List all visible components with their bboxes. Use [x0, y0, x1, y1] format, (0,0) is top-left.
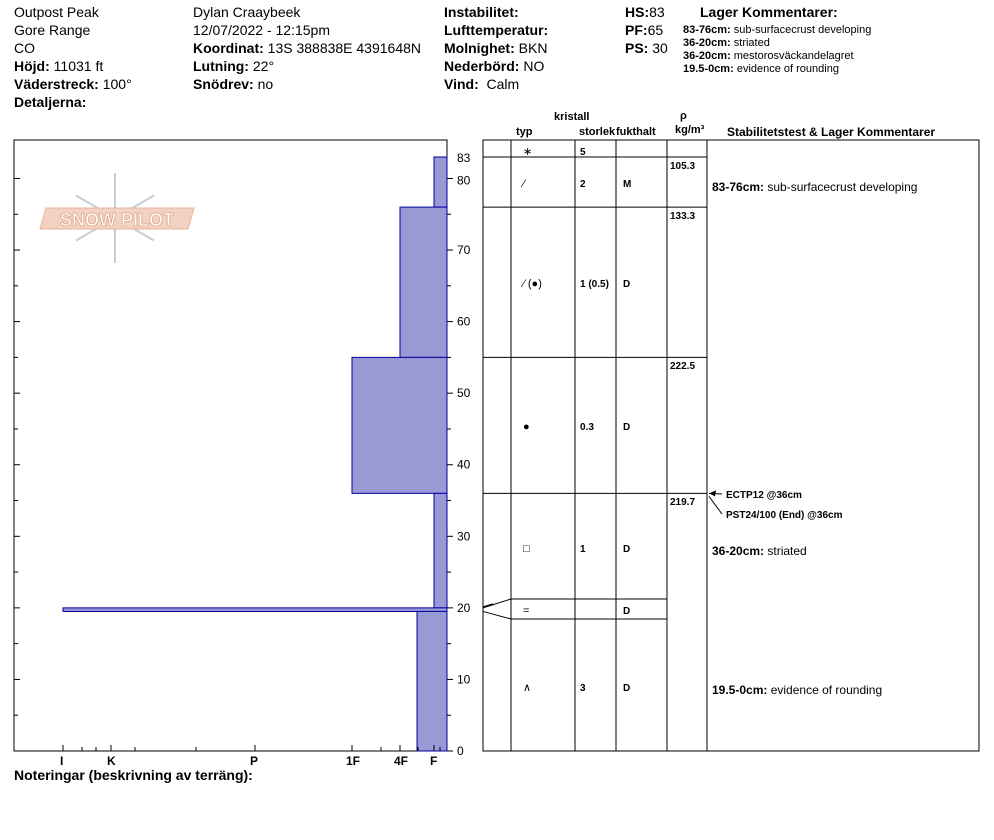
- precip-value: NO: [523, 58, 545, 74]
- y-tick-label: 0: [457, 744, 464, 758]
- table-layer-comment-range: 19.5-0cm:: [712, 683, 768, 697]
- col-type-header: typ: [516, 126, 533, 138]
- hardness-tick-label: I: [60, 754, 64, 768]
- snowpilot-logo: [40, 173, 194, 263]
- coord-value: 13S 388838E 4391648N: [267, 40, 422, 56]
- grain-size-value: 5: [580, 147, 586, 158]
- y-tick-label: 50: [457, 386, 471, 401]
- elevation-value: 11031 ft: [53, 58, 104, 74]
- pf-label: PF:: [625, 22, 648, 38]
- y-tick-label: 20: [457, 600, 471, 615]
- ps-label: PS:: [625, 40, 649, 56]
- hardness-bar: [434, 493, 447, 608]
- moisture-value: D: [623, 544, 631, 555]
- state: CO: [14, 40, 35, 56]
- layer-comment-range: 83-76cm:: [683, 24, 731, 36]
- slope-value: 22°: [252, 58, 275, 74]
- wind-value: Calm: [486, 76, 520, 92]
- layer-comment-text: mestorosväckandelagret: [733, 50, 854, 62]
- col-crystal-header: kristall: [554, 111, 590, 123]
- notes-label: Noteringar (beskrivning av terräng):: [14, 767, 253, 783]
- moisture-value: D: [623, 683, 631, 694]
- grain-type-symbol: ⁄ (●): [523, 278, 542, 290]
- pf-value: 65: [647, 22, 664, 38]
- grain-type-symbol: ⁄: [523, 178, 525, 190]
- wind-loading-value: no: [257, 76, 274, 92]
- y-tick-label: 80: [457, 173, 471, 188]
- hs-value: 83: [649, 4, 665, 20]
- hardness-tick-label: P: [250, 754, 259, 768]
- y-tick-label: 40: [457, 457, 471, 472]
- grain-type-symbol: ∗: [523, 146, 533, 158]
- hardness-tick-label: F: [430, 754, 438, 768]
- hardness-bar: [63, 608, 447, 612]
- layer-connector-line: [483, 611, 511, 619]
- col-density-unit: kg/m³: [675, 124, 705, 136]
- hardness-bar: [434, 157, 447, 207]
- grain-size-value: 2: [580, 179, 586, 190]
- layer-comment-range: 19.5-0cm:: [683, 63, 734, 75]
- layer-comment-range: 36-20cm:: [683, 37, 731, 49]
- stability-test-arrow: [709, 496, 722, 514]
- moisture-value: D: [623, 279, 631, 290]
- stability-test-label: PST24/100 (End) @36cm: [726, 510, 843, 521]
- table-layer-comment: [712, 544, 807, 558]
- grain-type-symbol: =: [523, 605, 530, 617]
- sky-label: Molnighet:: [444, 40, 515, 56]
- mountain-range: Gore Range: [14, 22, 91, 38]
- aspect-value: 100°: [102, 76, 132, 92]
- grain-type-symbol: ∧: [523, 682, 532, 694]
- observer-name: Dylan Craaybeek: [193, 4, 301, 20]
- layer-table-frame: [483, 140, 979, 751]
- hardness-tick-label: 4F: [394, 754, 409, 768]
- location-name: Outpost Peak: [14, 4, 99, 20]
- hs-label: HS:: [625, 4, 650, 20]
- y-tick-label: 83: [457, 151, 471, 165]
- table-layer-comment-text: striated: [764, 544, 807, 558]
- table-layer-comment: [712, 180, 917, 194]
- density-value: 222.5: [670, 361, 696, 372]
- col-comments-header: Stabilitetstest & Lager Kommentarer: [727, 125, 936, 139]
- grain-type-symbol: ●: [523, 421, 530, 433]
- moisture-value: M: [623, 179, 632, 190]
- table-layer-comment-range: 83-76cm:: [712, 180, 765, 194]
- y-tick-label: 70: [457, 243, 471, 258]
- density-value: 219.7: [670, 497, 696, 508]
- grain-size-value: 1 (0.5): [580, 279, 609, 290]
- grain-type-symbol: □: [523, 543, 530, 555]
- hardness-tick-label: 1F: [346, 754, 361, 768]
- wind-loading-label: Snödrev:: [193, 76, 254, 92]
- observation-datetime: 12/07/2022 - 12:15pm: [193, 22, 330, 38]
- grain-size-value: 3: [580, 683, 586, 694]
- elevation-label: Höjd:: [14, 58, 50, 74]
- y-tick-label: 30: [457, 529, 471, 544]
- slope-label: Lutning:: [193, 58, 249, 74]
- wind-label: Vind:: [444, 76, 479, 92]
- hardness-tick-label: K: [107, 754, 116, 768]
- layer-comments-title: Lager Kommentarer:: [700, 4, 838, 20]
- precip-label: Nederbörd:: [444, 58, 520, 74]
- aspect-label: Väderstreck:: [14, 76, 99, 92]
- layer-comment-text: sub-surfacecrust developing: [733, 24, 872, 36]
- hardness-bar: [400, 207, 447, 357]
- ps-value: 30: [652, 40, 668, 56]
- y-tick-label: 10: [457, 672, 471, 687]
- layer-comment-text: striated: [733, 37, 770, 49]
- table-layer-comment-text: sub-surfacecrust developing: [764, 180, 918, 194]
- grain-size-value: 1: [580, 544, 586, 555]
- col-rho-header: ρ: [680, 110, 687, 122]
- col-size-header: storlek: [579, 126, 616, 138]
- y-tick-label: 60: [457, 314, 471, 329]
- air-temp-label: Lufttemperatur:: [444, 22, 549, 38]
- stability-test-label: ECTP12 @36cm: [726, 490, 802, 501]
- layer-comment-range: 36-20cm:: [683, 50, 731, 62]
- density-value: 105.3: [670, 161, 696, 172]
- col-moisture-header: fukthalt: [616, 126, 656, 138]
- moisture-value: D: [623, 422, 631, 433]
- layer-connector-line: [483, 599, 511, 608]
- grain-size-value: 0.3: [580, 422, 594, 433]
- table-layer-comment: [712, 683, 882, 697]
- logo-text: SNOW PILOT: [60, 210, 174, 230]
- instability-label: Instabilitet:: [444, 4, 519, 20]
- layer-comment-text: evidence of rounding: [736, 63, 839, 75]
- details-label: Detaljerna:: [14, 94, 87, 110]
- sky-value: BKN: [518, 40, 548, 56]
- table-layer-comment-range: 36-20cm:: [712, 544, 765, 558]
- table-layer-comment-text: evidence of rounding: [767, 683, 883, 697]
- moisture-value: D: [623, 606, 631, 617]
- hardness-bar: [417, 611, 447, 751]
- density-value: 133.3: [670, 211, 696, 222]
- stability-arrow-head: [709, 490, 716, 496]
- hardness-bar: [352, 357, 447, 493]
- coord-label: Koordinat:: [193, 40, 264, 56]
